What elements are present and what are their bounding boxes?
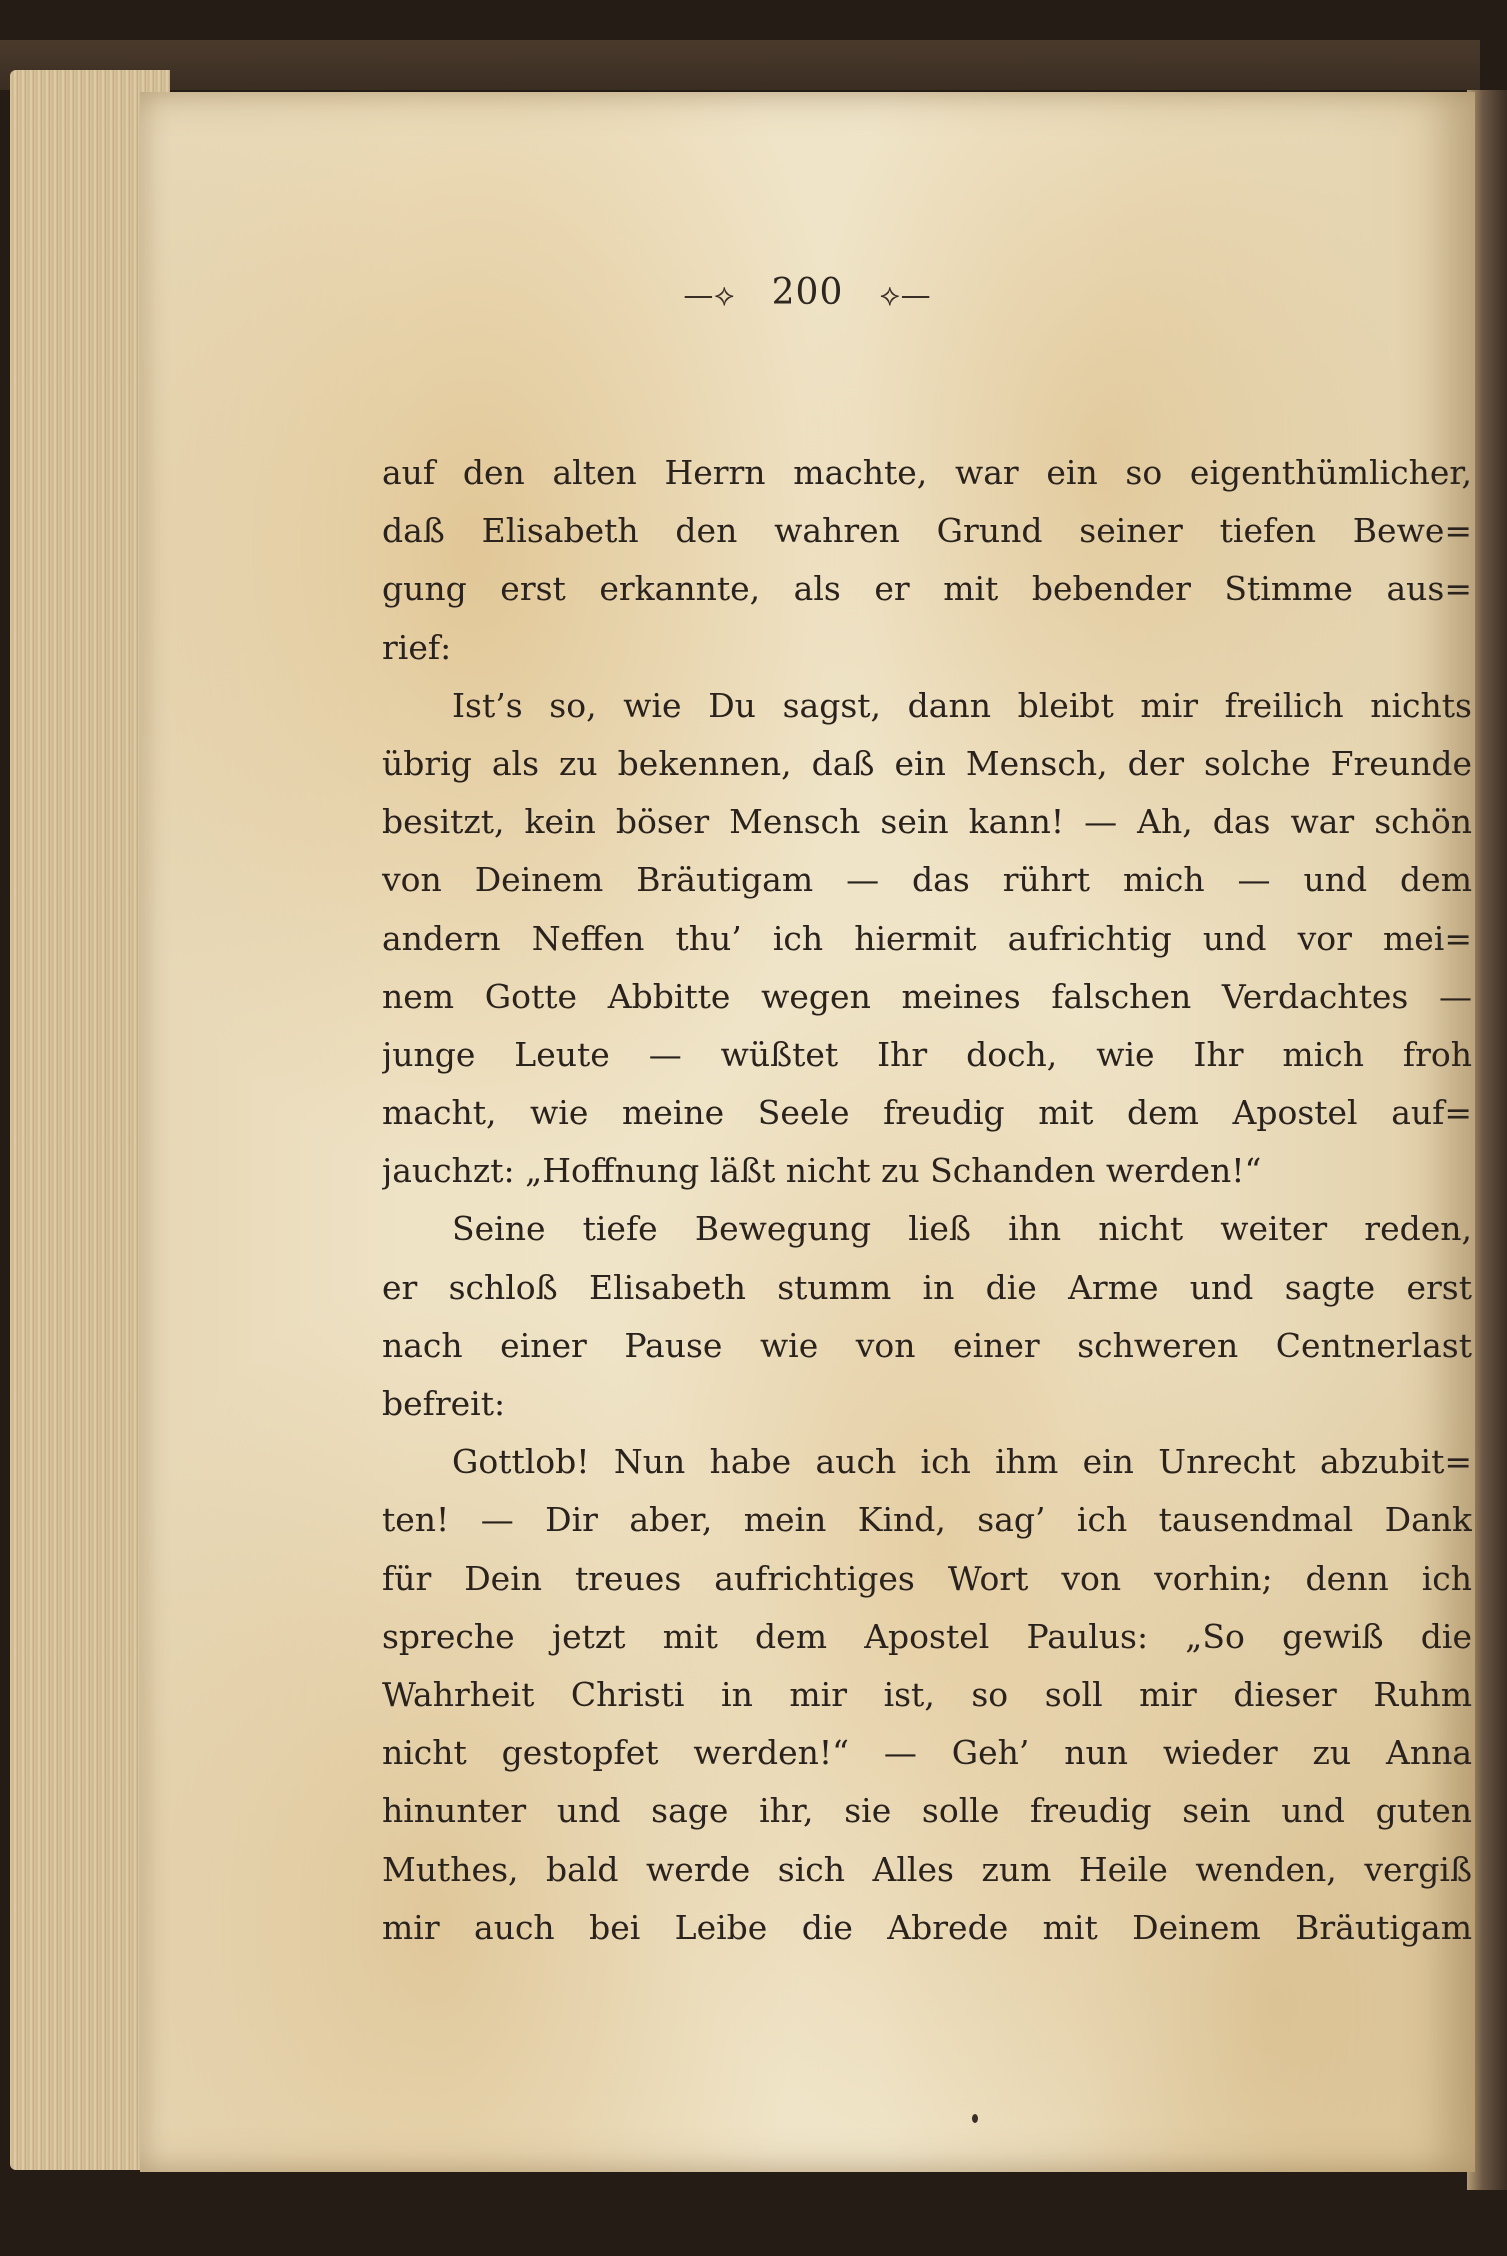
text-line: Gottlob! Nun habe auch ich ihm ein Unrecht abzubit= [452, 1442, 1472, 1482]
page-number: 200 [771, 272, 844, 313]
text-line: Wahrheit Christi in mir ist, so soll mir dieser Ruhm [382, 1674, 1472, 1714]
text-line: jauchzt: „Hoffnung läßt nicht zu Schanden werden!“ [382, 1151, 1262, 1191]
text-line: er schloß Elisabeth stumm in die Arme und sagte erst [382, 1267, 1472, 1307]
text-line: befreit: [382, 1384, 506, 1423]
text-line: besitzt, kein böser Mensch sein kann! — Ah, das war schön [382, 802, 1472, 842]
book-page [140, 92, 1475, 2172]
book-cover-edge [0, 40, 1480, 90]
text-line: übrig als zu bekennen, daß ein Mensch, der solche Freunde [382, 743, 1472, 783]
ornament-right: ⟡— [879, 277, 932, 313]
text-line: junge Leute — wüßtet Ihr doch, wie Ihr mich froh [382, 1034, 1472, 1074]
text-line: Ist’s so, wie Du sagst, dann bleibt mir freilich nichts [452, 685, 1472, 725]
text-line: für Dein treues aufrichtiges Wort von vorhin; denn ich [382, 1558, 1472, 1598]
text-line: auf den alten Herrn machte, war ein so eigenthümlicher, [382, 453, 1472, 492]
text-line: mir auch bei Leibe die Abrede mit Deinem Bräutigam [382, 1907, 1472, 1947]
text-line: nem Gotte Abbitte wegen meines falschen Verdachtes — [382, 976, 1472, 1016]
page-header [140, 272, 1475, 313]
text-line: rief: [382, 627, 452, 667]
text-line: andern Neffen thu’ ich hiermit aufrichtig und vor mei= [382, 918, 1472, 958]
text-line: hinunter und sage ihr, sie solle freudig sein und guten [382, 1791, 1472, 1831]
text-line: nicht gestopfet werden!“ — Geh’ nun wieder zu Anna [382, 1733, 1472, 1773]
body-text [382, 444, 1472, 1957]
text-line: spreche jetzt mit dem Apostel Paulus: „So gewiß die [382, 1616, 1472, 1656]
text-line: von Deinem Bräutigam — das rührt mich — und dem [382, 860, 1472, 900]
text-line: ten! — Dir aber, mein Kind, sag’ ich tausendmal Dank [382, 1500, 1472, 1540]
text-line: macht, wie meine Seele freudig mit dem Apostel auf= [382, 1093, 1472, 1133]
text-line: nach einer Pause wie von einer schweren Centnerlast [382, 1325, 1472, 1365]
ornament-left: —⟡ [683, 277, 736, 313]
ink-speck [972, 2114, 978, 2123]
text-line: gung erst erkannte, als er mit bebender Stimme aus= [382, 569, 1472, 609]
text-line: Seine tiefe Bewegung ließ ihn nicht weiter reden, [452, 1209, 1472, 1249]
text-line: daß Elisabeth den wahren Grund seiner tiefen Bewe= [382, 511, 1472, 551]
text-line: Muthes, bald werde sich Alles zum Heile wenden, vergiß [382, 1849, 1472, 1889]
